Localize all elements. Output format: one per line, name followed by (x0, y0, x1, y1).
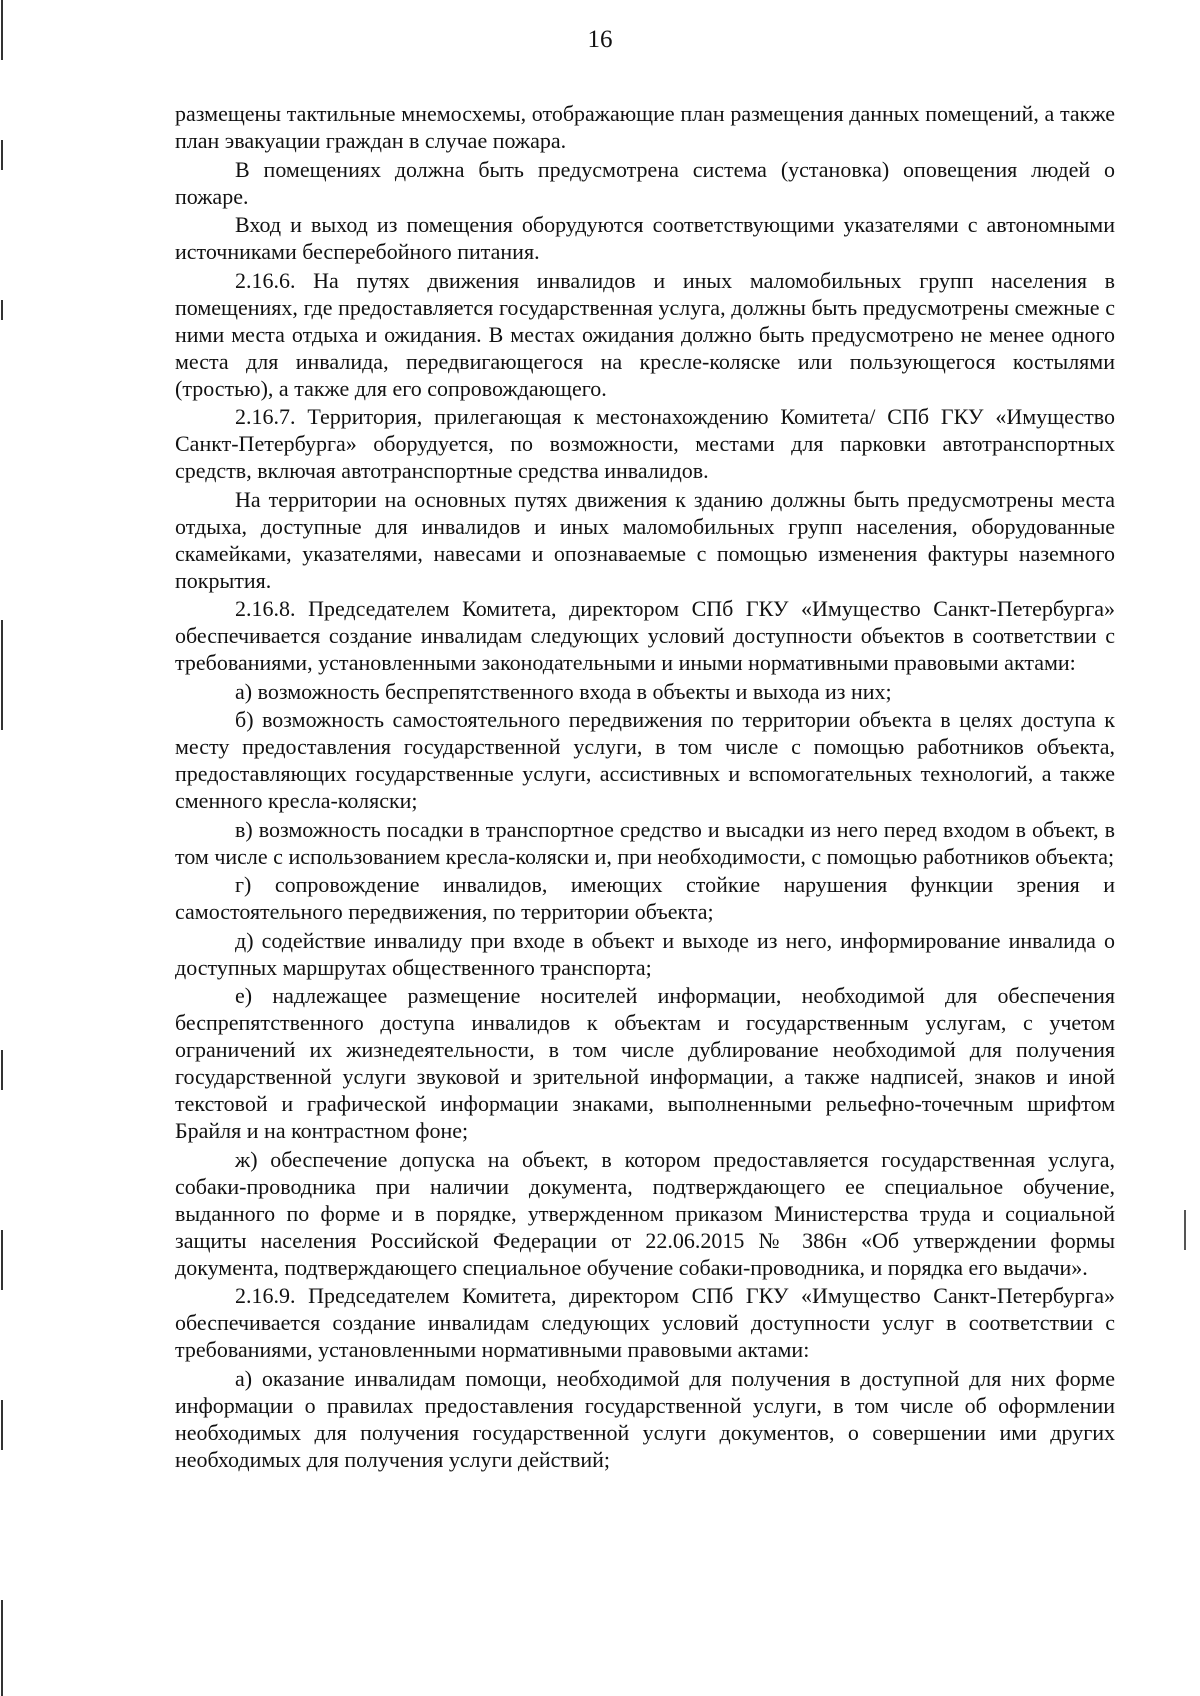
paragraph: В помещениях должна быть предусмотрена система (установка) оповещения людей о пожаре. (175, 156, 1115, 209)
scan-edge-artifact-right (1184, 1210, 1186, 1250)
paragraph: 2.16.7. Территория, прилегающая к местонахождению Комитета/ СПб ГКУ «Имущество Санкт-Петербурга» оборудуется, по возможности, местами для парковки автотранспортных средств, включая автотранспортные средства инвалидов. (175, 404, 1115, 483)
paragraph: размещены тактильные мнемосхемы, отображающие план размещения данных помещений, а также план эвакуации граждан в случае пожара. (175, 101, 1115, 153)
list-item: в) возможность посадки в транспортное средство и высадки из него перед входом в объект, в том числе с использованием кресла-коляски и, при необходимости, с помощью работников объекта; (175, 816, 1115, 869)
list-item: ж) обеспечение допуска на объект, в котором предоставляется государственная услуга, собаки-проводника при наличии документа, подтверждающего ее специальное обучение, выданного по форме и в порядке, утвержденном приказом Министерства труда и социальной защиты населения Российской Федерации от 22.06.2015 № 386н «Об утверждении формы документа, подтверждающего специальное обучение собаки-проводника, и порядка его выдачи». (175, 1146, 1115, 1280)
paragraph: Вход и выход из помещения оборудуются соответствующими указателями с автономными источниками бесперебойного питания. (175, 212, 1115, 264)
list-item: е) надлежащее размещение носителей информации, необходимой для обеспечения беспрепятственного доступа инвалидов к объектам и государственным услугам, с учетом ограничений их жизнедеятельности, в том числе дублирование необходимой для получения государственной услуги звуковой и зрительной информации, а также надписей, знаков и иной текстовой и графической информации знаками, выполненными рельефно-точечным шрифтом Брайля и на контрастном фоне; (175, 983, 1115, 1143)
page-number: 16 (587, 26, 613, 53)
scan-edge-artifact (0, 0, 6, 1696)
list-item: а) возможность беспрепятственного входа в объекты и выхода из них; (235, 678, 892, 704)
list-item: а) оказание инвалидам помощи, необходимой для получения в доступной для них форме информации о правилах предоставления государственной услуги, в том числе об оформлении необходимых для получения государственной услуги документов, о совершении ими других необходимых для получения услуги действий; (175, 1365, 1115, 1472)
list-item: д) содействие инвалиду при входе в объект и выходе из него, информирование инвалида о доступных маршрутах общественного транспорта; (175, 927, 1115, 980)
paragraph: 2.16.6. На путях движения инвалидов и иных маломобильных групп населения в помещениях, где предоставляется государственная услуга, должны быть предусмотрены смежные с ними места отдыха и ожидания. В местах ожидания должно быть предусмотрено не менее одного места для инвалида, передвигающегося на кресле-коляске или пользующегося костылями (тростью), а также для его сопровождающего. (175, 267, 1115, 401)
document-body (175, 100, 1115, 1474)
paragraph: 2.16.9. Председателем Комитета, директором СПб ГКУ «Имущество Санкт-Петербурга» обеспечивается создание инвалидам следующих условий доступности услуг в соответствии с требованиями, установленными нормативными правовыми актами: (175, 1283, 1115, 1362)
list-item: г) сопровождение инвалидов, имеющих стойкие нарушения функции зрения и самостоятельного передвижения, по территории объекта; (175, 872, 1115, 924)
paragraph: На территории на основных путях движения к зданию должны быть предусмотрены места отдыха, доступные для инвалидов и иных маломобильных групп населения, оборудованные скамейками, указателями, навесами и опознаваемые с помощью изменения фактуры наземного покрытия. (175, 486, 1115, 593)
list-item: б) возможность самостоятельного передвижения по территории объекта в целях доступа к месту предоставления государственной услуги, в том числе с помощью работников объекта, предоставляющих государственные услуги, ассистивных и вспомогательных технологий, а также сменного кресла-коляски; (175, 707, 1115, 813)
paragraph: 2.16.8. Председателем Комитета, директором СПб ГКУ «Имущество Санкт-Петербурга» обеспечивается создание инвалидам следующих условий доступности объектов в соответствии с требованиями, установленными законодательными и иными нормативными правовыми актами: (175, 596, 1115, 675)
